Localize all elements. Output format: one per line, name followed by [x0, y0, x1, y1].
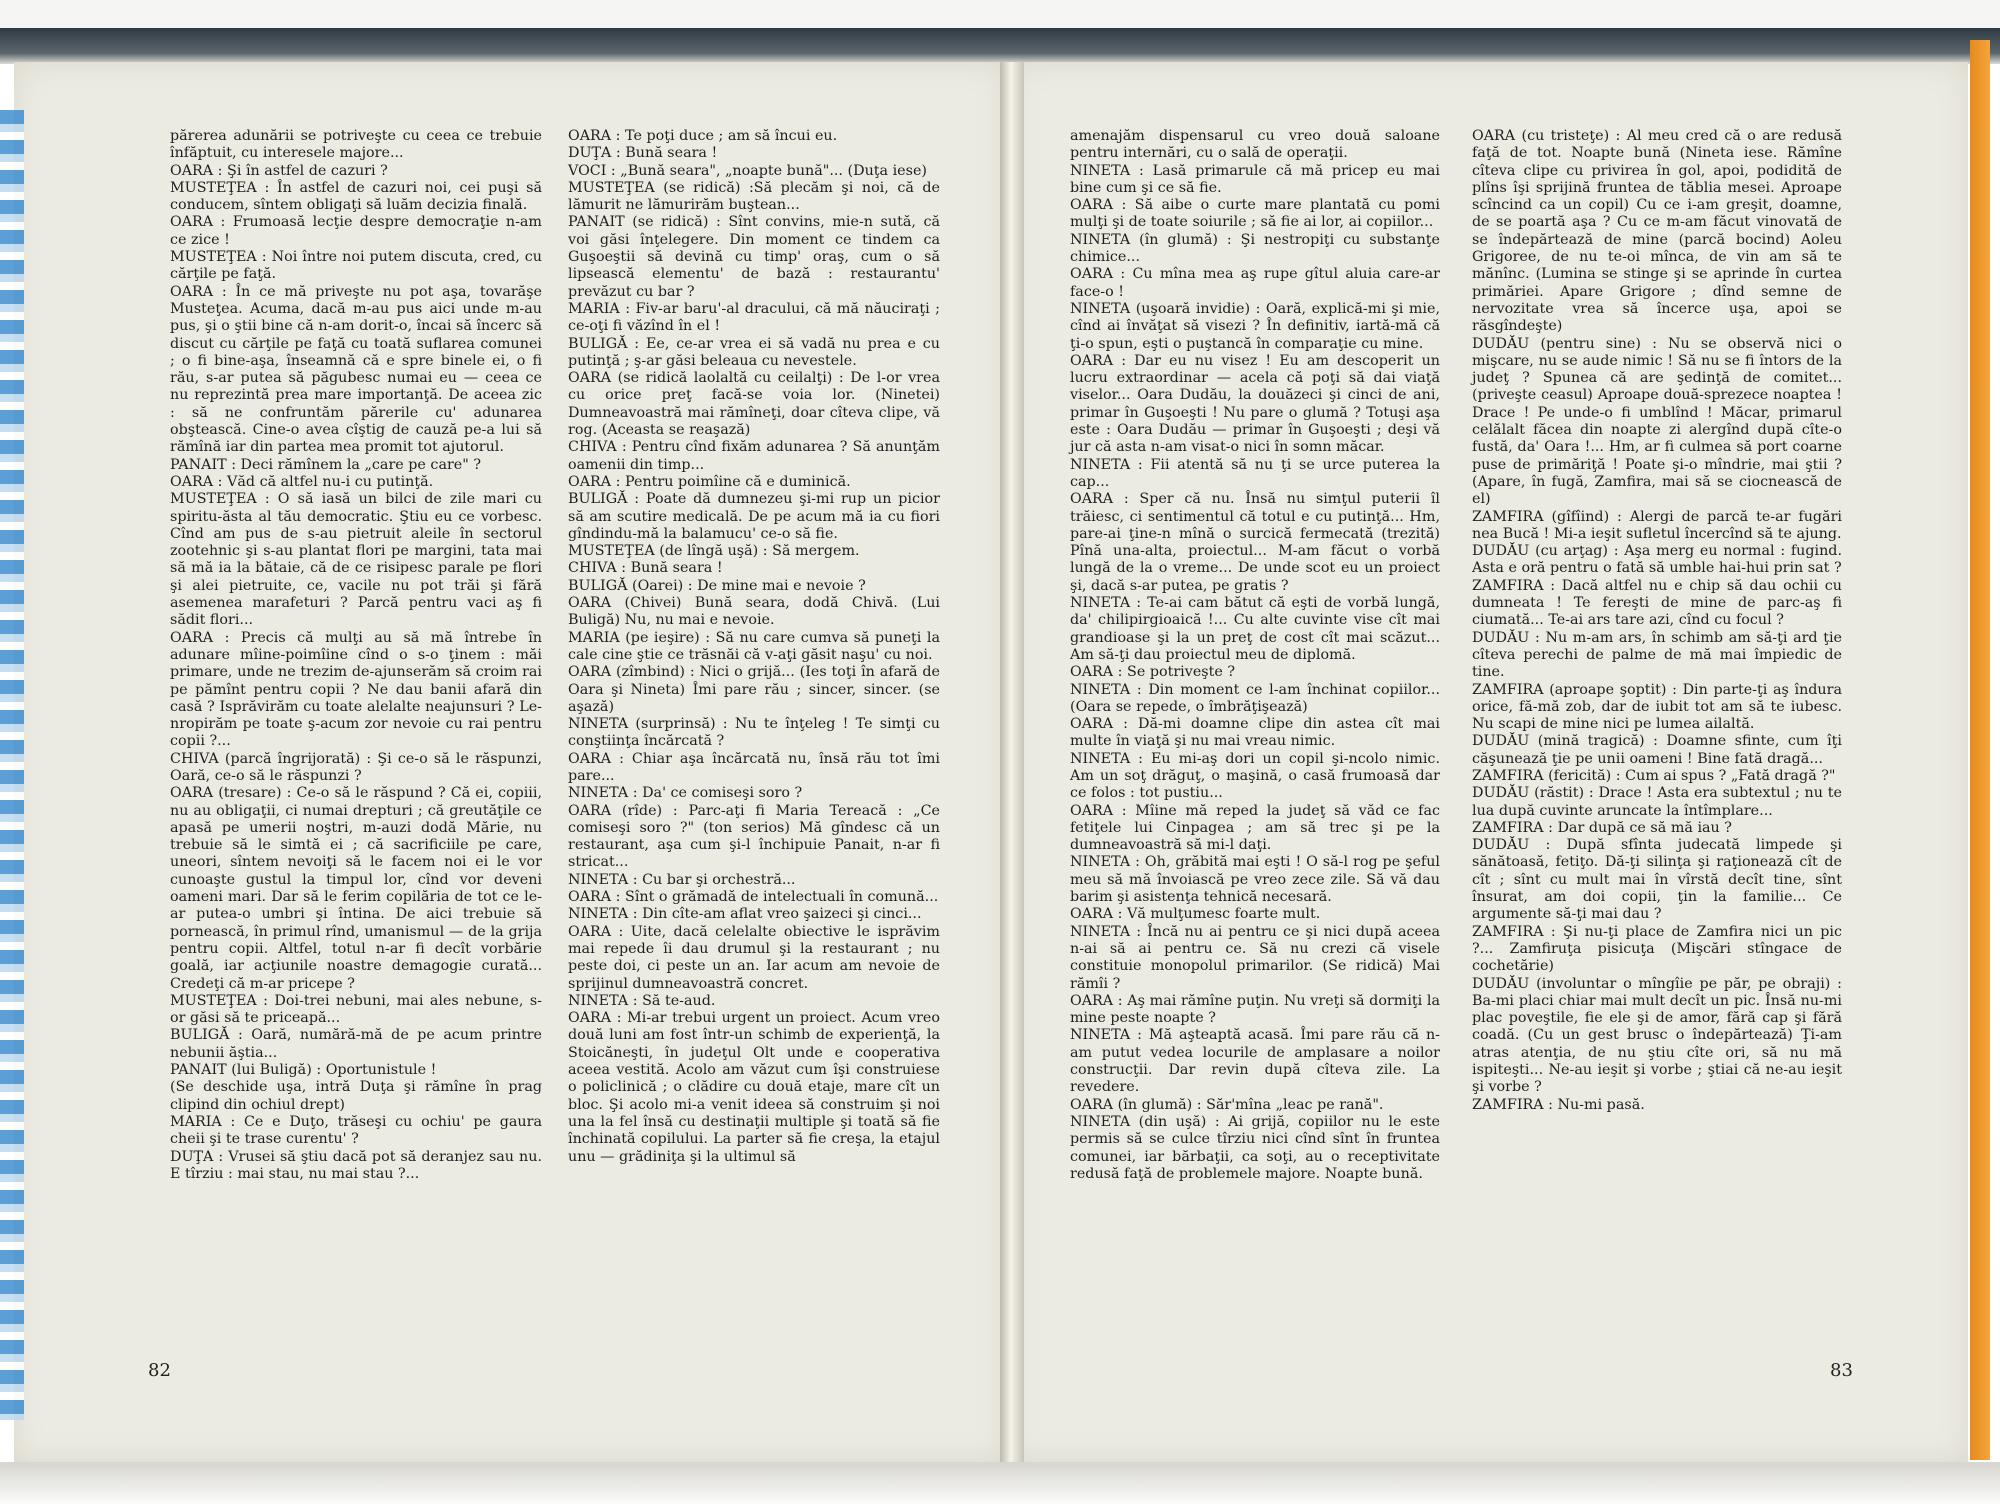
dialogue-paragraph: MUSTEŢEA : Doi-trei nebuni, mai ales nebune, s-or găsi să te priceapă...	[170, 992, 542, 1027]
dialogue-paragraph: MARIA : Fiv-ar baru'-al dracului, că mă năuciraţi ; ce-oţi fi văzînd în el !	[568, 300, 940, 335]
dialogue-paragraph: DUDĂU : După sfînta judecată limpede şi sănătoasă, fetiţo. Dă-ţi silinţa şi raţionează cît de cît ; sînt cu mult mai în vîrstă decît tine, sînt însurat, am doi copii, ţin la familie... Ce argumente să-ţi mai dau ?	[1472, 837, 1842, 923]
dialogue-paragraph: CHIVA (parcă îngrijorată) : Şi ce-o să le răspunzi, Oară, ce-o să le răspunzi ?	[170, 750, 542, 784]
dialogue-paragraph: OARA : Pentru poimîine că e duminică.	[568, 473, 851, 490]
page-number-right: 83	[1830, 1360, 1853, 1381]
dialogue-paragraph: CHIVA : Pentru cînd fixăm adunarea ? Să anunţăm oamenii din timp...	[568, 439, 940, 473]
dialogue-paragraph: OARA : Mîine mă reped la judeţ să văd ce fac fetiţele lui Cinpagea ; am să trec şi pe la dumneavoastră să mi-l daţi.	[1070, 802, 1440, 854]
table-surface	[0, 1462, 2000, 1504]
dialogue-paragraph: DUDĂU (cu arţag) : Aşa merg eu normal : fugind. Asta e oră pentru o fată să umble hai-hui prin sat ?	[1472, 543, 1842, 577]
dialogue-paragraph: OARA : Dă-mi doamne clipe din astea cît mai multe în viaţă şi nu mai vreau nimic.	[1070, 716, 1440, 750]
dialogue-paragraph: MUSTEŢEA : O să iasă un bilci de zile mari cu spiritu-ăsta al tău democratic. Ştiu eu ce vorbesc. Cînd am pus de s-au pietruit aleile în sectorul zootehnic şi s-au plantat flori pe margini, tata mai să mă ia la bătaie, că de ce risipesc parale pe flori şi alei pietruite, ce, vacile nu pot trăi şi fără asemenea marafeturi ? Parcă pentru vaci aş fi sădit flori...	[170, 491, 542, 629]
dialogue-paragraph: PANAIT (se ridică) : Sînt convins, mie-n sută, că voi găsi înţelegere. Din moment ce tindem ca Guşoeştii să devină cu timp' oraş, cum o să lipsească elementu' de bază : restaurantu' prevăzut cu bar ?	[568, 214, 940, 300]
dialogue-paragraph: OARA (rîde) : Parc-aţi fi Maria Tereacă : „Ce comiseşi soro ?" (ton serios) Mă gîndesc că un restaurant, aşa cum şi-l închipuie Panait, n-ar fi stricat...	[568, 802, 940, 871]
dialogue-paragraph: BULIGĂ (Oarei) : De mine mai e nevoie ?	[568, 577, 866, 594]
dialogue-paragraph: OARA : Să aibe o curte mare plantată cu pomi mulţi şi de toate soiurile ; să fie ai lor, ai copiilor...	[1070, 197, 1440, 231]
dialogue-paragraph: MUSTEŢEA (se ridică) :Să plecăm şi noi, că de lămurit ne lămurirăm buştean...	[568, 179, 940, 214]
dialogue-paragraph: OARA : Sper că nu. Însă nu simţul puterii îl trăiesc, ci sentimentul că totul e cu putinţă... Hm, pare-ai ţine-n mînă o surcică fermecată (trezită) Pînă una-alta, proiectul... M-am făcut o vorbă lungă de la o vreme... De unde scot eu un proiect şi, dacă s-ar putea, pe gratis ?	[1070, 491, 1440, 594]
book-spine	[1000, 62, 1024, 1462]
dialogue-paragraph: ZAMFIRA (aproape şoptit) : Din parte-ţi aş îndura orice, fă-mă zob, dar de iubit tot am să te iubesc. Nu scapi de mine nici pe lumea ailaltă.	[1472, 681, 1842, 733]
dialogue-paragraph: OARA (zîmbind) : Nici o grijă... (Ies toţi în afară de Oara şi Nineta) Îmi pare rău ; sincer, sincer. (se aşază)	[568, 664, 940, 715]
dialogue-paragraph: DUDĂU (involuntar o mîngîie pe păr, pe obraji) : Ba-mi placi chiar mai mult decît un pic. Însă nu-mi plac poveştile, fie ele şi de amor, fără cap şi fără coadă. (Cu un gest brusc o îndepărtează) Ţi-am atras atenţia, de nu ştiu cîte ori, să nu mă ispiteşti... Ne-au ieşit şi vorbe ; ştiai că ne-au ieşit şi vorbe ?	[1472, 975, 1842, 1096]
dialogue-paragraph: ZAMFIRA (gîfîind) : Alergi de parcă te-ar fugări nea Bucă ! Mi-a ieşit sufletul încercînd să te ajung.	[1472, 508, 1842, 542]
dialogue-paragraph: VOCI : „Bună seara", „noapte bună"... (Duţa iese)	[568, 162, 927, 179]
dialogue-paragraph: MUSTEŢEA : Noi între noi putem discuta, cred, cu cărţile pe faţă.	[170, 249, 542, 283]
page-number-left: 82	[148, 1360, 171, 1381]
dialogue-paragraph: NINETA (din uşă) : Ai grijă, copiilor nu le este permis să se culce tîrziu nici cînd sînt în fruntea comunei, iar bărbaţii, ca soţi, au o receptivitate redusă faţă de problemele majore. Noapte bună.	[1070, 1113, 1440, 1182]
dialogue-paragraph: DUDĂU (pentru sine) : Nu se observă nici o mişcare, nu se aude nimic ! Să nu se fi întors de la judeţ ? Spunea că are şedinţă de comitet... (priveşte ceasul) Aproape două-sprezece noaptea ! Drace ! Pe unde-o fi umblînd ! Măcar, primarul celălalt făcea din noapte zi alergînd după cîte-o fustă, da' Oara !... Hm, ar fi culmea să port coarne puse de primăriţă ! Poate şi-o mîndrie, mai ştii ? (Apare, în fugă, Zamfira, mai să se ciocnească de el)	[1472, 335, 1842, 508]
dialogue-paragraph: DUŢA : Vrusei să ştiu dacă pot să deranjez sau nu. E tîrziu : mai stau, nu mai stau ?...	[170, 1148, 542, 1182]
dialogue-paragraph: BULIGĂ : Oară, numără-mă de pe acum printre nebunii ăştia...	[170, 1027, 542, 1061]
dialogue-paragraph: OARA : Văd că altfel nu-i cu putinţă.	[170, 473, 434, 490]
dialogue-paragraph: ZAMFIRA : Dar după ce să mă iau ?	[1472, 819, 1732, 836]
dialogue-paragraph: OARA : Mi-ar trebui urgent un proiect. Acum vreo două luni am fost într-un schimb de experienţă, la Stoicăneşti, în judeţul Olt unde e cooperativa aceea vestită. Acolo am văzut cum îşi construiese o policlinică ; o clădire cu două etaje, mare cît un bloc. Şi acolo mi-a venit ideea să construim şi noi una la fel însă cu destinaţii multiple şi toată să fie închinată copilului. La parter să fie creşa, la etajul unu — grădiniţa şi la ultimul să	[568, 1010, 940, 1165]
dialogue-paragraph: NINETA : Fii atentă să nu ţi se urce puterea la cap...	[1070, 456, 1440, 490]
dialogue-paragraph: MUSTEŢEA : În astfel de cazuri noi, cei puşi să conducem, sîntem obligaţi să luăm decizia finală.	[170, 179, 542, 214]
dialogue-paragraph: ZAMFIRA (fericită) : Cum ai spus ? „Fată dragă ?"	[1472, 767, 1836, 784]
dialogue-paragraph: NINETA : Încă nu ai pentru ce şi nici după aceea n-ai să ai pentru ce. Să nu crezi că visele constituie monopolul primarilor. (Se ridică) Mai rămîi ?	[1070, 923, 1440, 992]
dialogue-paragraph: amenajăm dispensarul cu vreo două saloane pentru internări, cu o sală de operaţii.	[1070, 128, 1440, 162]
dialogue-paragraph: OARA (Chivei) Bună seara, dodă Chivă. (Lui Buligă) Nu, nu mai e nevoie.	[568, 595, 940, 629]
dialogue-paragraph: PANAIT : Deci rămînem la „care pe care" ?	[170, 456, 482, 473]
dialogue-paragraph: OARA (se ridică laolaltă cu ceilalţi) : De l-or vrea cu orice preţ facă-se voia lor. (Ninetei) Dumneavoastră mai rămîneţi, doar cîteva clipe, vă rog. (Aceasta se reaşază)	[568, 370, 940, 439]
dialogue-paragraph: OARA : Chiar aşa încărcată nu, însă rău tot îmi pare...	[568, 750, 940, 784]
dialogue-paragraph: OARA (în glumă) : Săr'mîna „leac pe rană".	[1070, 1096, 1384, 1113]
text-column-3	[1070, 128, 1440, 1183]
dialogue-paragraph: OARA : Frumoasă lecţie despre democraţie n-am ce zice !	[170, 214, 542, 248]
dialogue-paragraph: OARA : Şi în astfel de cazuri ?	[170, 162, 388, 179]
dialogue-paragraph: NINETA : Te-ai cam bătut că eşti de vorbă lungă, da' chilipirgioaică !... Cu alte cuvinte vise cît mai grandioase şi la un preţ de cost cît mai scăzut... Am să-ţi dau proiectul meu de diplomă.	[1070, 595, 1440, 663]
page-edge-decoration	[0, 110, 24, 1420]
dialogue-paragraph: OARA (tresare) : Ce-o să le răspund ? Că ei, copiii, nu au obligaţii, ci numai drepturi ; că greutăţile ce apasă pe umerii noştri, m-auzi dodă Mărie, nu trebuie să le simtă ei ; că sacrificiile pe care, uneori, sîntem nevoiţi să le facem noi ei le vor cunoaşte gustul la timpul lor, cînd vor deveni oameni mari. Dar să le ferim copilăria de tot ce le-ar putea-o umbri şi întina. De aici trebuie să pornească, în primul rînd, umanismul — de la grija pentru copii. Altfel, totul n-ar fi decît vorbărie goală, iar acţiunile noastre demagogie curată... Credeţi că m-ar pricepe ?	[170, 785, 542, 992]
dialogue-paragraph: NINETA : Din moment ce l-am închinat copiilor... (Oara se repede, o îmbrăţişează)	[1070, 681, 1440, 715]
dialogue-paragraph: OARA : Te poţi duce ; am să încui eu.	[568, 128, 838, 144]
dialogue-paragraph: BULIGĂ : Poate dă dumnezeu şi-mi rup un picior să am scutire medicală. De pe acum mă ia cu fiori gîndindu-mă la balamucu' ce-o să fie.	[568, 491, 940, 542]
dialogue-paragraph: OARA : Vă mulţumesc foarte mult.	[1070, 906, 1321, 923]
dialogue-paragraph: OARA : Se potriveşte ?	[1070, 664, 1236, 681]
dialogue-paragraph: MUSTEŢEA (de lîngă uşă) : Să mergem.	[568, 543, 860, 560]
dialogue-paragraph: BULIGĂ : Ee, ce-ar vrea ei să vadă nu prea e cu putinţă ; ş-ar găsi beleaua cu nevestele.	[568, 335, 940, 369]
dialogue-paragraph: NINETA : Din cîte-am aflat vreo şaizeci şi cinci...	[568, 906, 922, 923]
dialogue-paragraph: NINETA : Eu mi-aş dori un copil şi-ncolo nimic. Am un soţ drăguţ, o maşină, o casă frumoasă dar ce folos : tot pustiu...	[1070, 750, 1440, 802]
dialogue-paragraph: DUDĂU (mină tragică) : Doamne sfinte, cum îţi căşunează ţie pe unii oameni ! Bine fată dragă...	[1472, 733, 1842, 767]
dialogue-paragraph: PANAIT (lui Buligă) : Oportunistule !	[170, 1062, 437, 1079]
dialogue-paragraph: OARA : Cu mîna mea aş rupe gîtul aluia care-ar face-o !	[1070, 266, 1440, 300]
text-column-1	[170, 128, 542, 1183]
dialogue-paragraph: (Se deschide uşa, intră Duţa şi rămîne în prag clipind din ochiul drept)	[170, 1079, 542, 1113]
dialogue-paragraph: OARA : Precis că mulţi au să mă întrebe în adunare mîine-poimîine cînd o s-o ţinem : măi primare, unde ne trezim de-ajunserăm să croim rai pe pămînt pentru copii ? Ne dau banii afară din casă ? Isprăvirăm cu toate alelalte neajunsuri ? Le-nropirăm pe toate ş-acum zor nevoie cu rai pentru copii ?...	[170, 629, 542, 750]
dialogue-paragraph: DUDĂU (răstit) : Drace ! Asta era subtextul ; nu te lua după cuvinte aruncate la întîmplare...	[1472, 785, 1842, 819]
dialogue-paragraph: ZAMFIRA : Dacă altfel nu e chip să dau ochii cu dumneata ! Te fereşti de mine de parc-aş fi ciumată... Te-ai ars tare azi, cînd cu focul ?	[1472, 577, 1842, 629]
bookmark-ribbon	[1970, 40, 1990, 1460]
dialogue-paragraph: ZAMFIRA : Şi nu-ţi place de Zamfira nici un pic ?... Zamfiruţa pisicuţa (Mişcări stîngace de cochetărie)	[1472, 923, 1842, 975]
dialogue-paragraph: DUDĂU : Nu m-am ars, în schimb am să-ţi ard ţie cîteva perechi de palme de mă mai împiedic de tine.	[1472, 629, 1842, 681]
text-column-2	[568, 128, 940, 1166]
dialogue-paragraph: OARA (cu tristeţe) : Al meu cred că o are redusă faţă de tot. Noapte bună (Nineta iese. Rămîne cîteva clipe cu privirea în gol, apoi, podidită de plîns îşi sprijină fruntea de tăblia mesei. Aproape scîncind ca un copil) Cu ce i-am greşit, doamne, de se poartă aşa ? Cu ce m-am făcut vinovată de se îndepărtează de mine (parcă bocind) Aoleu Grigoree, de nu te-oi mînca, de vin am să te mănînc. (Lumina se stinge şi se aprinde în curtea primăriei. Apare Grigore ; dînd semne de nervozitate vrea să încerce uşa, apoi se răsgîndeşte)	[1472, 128, 1842, 335]
dialogue-paragraph: CHIVA : Bună seara !	[568, 560, 723, 577]
dialogue-paragraph: NINETA (surprinsă) : Nu te înţeleg ! Te simţi cu conştiinţa încărcată ?	[568, 716, 940, 750]
dialogue-paragraph: NINETA : Să te-aud.	[568, 992, 716, 1009]
dialogue-paragraph: OARA : Sînt o grămadă de intelectuali în comună...	[568, 889, 939, 906]
dialogue-paragraph: OARA : În ce mă priveşte nu pot aşa, tovarăşe Musteţea. Acuma, dacă m-au pus aici unde m-au pus, şi o ştii bine că n-am dorit-o, încai să încerc să discut cu cărţile pe faţă cu toată suflarea comunei ; o fi bine-aşa, înseamnă că e spre binele ei, o fi rău, s-ar putea să păgubesc numai eu — ceea ce nu reprezintă prea mare importanţă. De aceea zic : să ne confruntăm părerile cu' adunarea obştească. Cine-o avea cîştig de cauză pe-a lui să rămînă iar din partea mea promit tot ajutorul.	[170, 283, 542, 456]
dialogue-paragraph: OARA : Aş mai rămîne puţin. Nu vreţi să dormiţi la mine peste noapte ?	[1070, 992, 1440, 1027]
dialogue-paragraph: MARIA : Ce e Duţo, trăseşi cu ochiu' pe gaura cheii şi te trase curentu' ?	[170, 1113, 542, 1148]
dialogue-paragraph: NINETA : Cu bar şi orchestră...	[568, 871, 796, 888]
book-cover-edge	[0, 28, 2000, 64]
dialogue-paragraph: MARIA (pe ieşire) : Să nu care cumva să puneţi la cale cine ştie ce trăsnăi că v-aţi găsit naşu' cu noi.	[568, 629, 940, 663]
dialogue-paragraph: NINETA : Da' ce comiseşi soro ?	[568, 785, 803, 802]
dialogue-paragraph: NINETA : Oh, grăbită mai eşti ! O să-l rog pe şeful meu să mă învoiască pe vreo zece zile. Să vă dau barim şi asistenţa tehnică necesară.	[1070, 854, 1440, 906]
dialogue-paragraph: OARA : Dar eu nu visez ! Eu am descoperit un lucru extraordinar — acela că poţi să dai viaţă viselor... Oara Dudău, la douăzeci şi cinci de ani, primar în Guşoeşti ! Nu pare o glumă ? Totuşi aşa este : Oara Dudău — primar în Guşoeşti ; deşi vă jur că asta n-am visat-o nici în somn măcar.	[1070, 352, 1440, 456]
dialogue-paragraph: OARA : Uite, dacă celelalte obiective le isprăvim mai repede îi dau drumul şi la restaurant ; nu peste doi, ci peste un an. Iar acum am nevoie de sprijinul dumneavoastră concret.	[568, 923, 940, 992]
dialogue-paragraph: NINETA (în glumă) : Şi nestropiţi cu substanţe chimice...	[1070, 231, 1440, 266]
text-column-4	[1472, 128, 1842, 1114]
dialogue-paragraph: părerea adunării se potriveşte cu ceea ce trebuie înfăptuit, cu interesele majore...	[170, 128, 542, 162]
dialogue-paragraph: NINETA : Mă aşteaptă acasă. Îmi pare rău că n-am putut vedea locurile de amplasare a noilor construcţii. Dar revin după cîteva zile. La revedere.	[1070, 1027, 1440, 1096]
dialogue-paragraph: NINETA (uşoară invidie) : Oară, explică-mi şi mie, cînd ai învăţat să visezi ? În definitiv, iartă-mă că ţi-o spun, eşti o puştancă în comparaţie cu mine.	[1070, 300, 1440, 352]
dialogue-paragraph: NINETA : Lasă primarule că mă pricep eu mai bine cum şi ce să fie.	[1070, 162, 1440, 196]
dialogue-paragraph: DUŢA : Bună seara !	[568, 145, 718, 162]
dialogue-paragraph: ZAMFIRA : Nu-mi pasă.	[1472, 1096, 1645, 1113]
